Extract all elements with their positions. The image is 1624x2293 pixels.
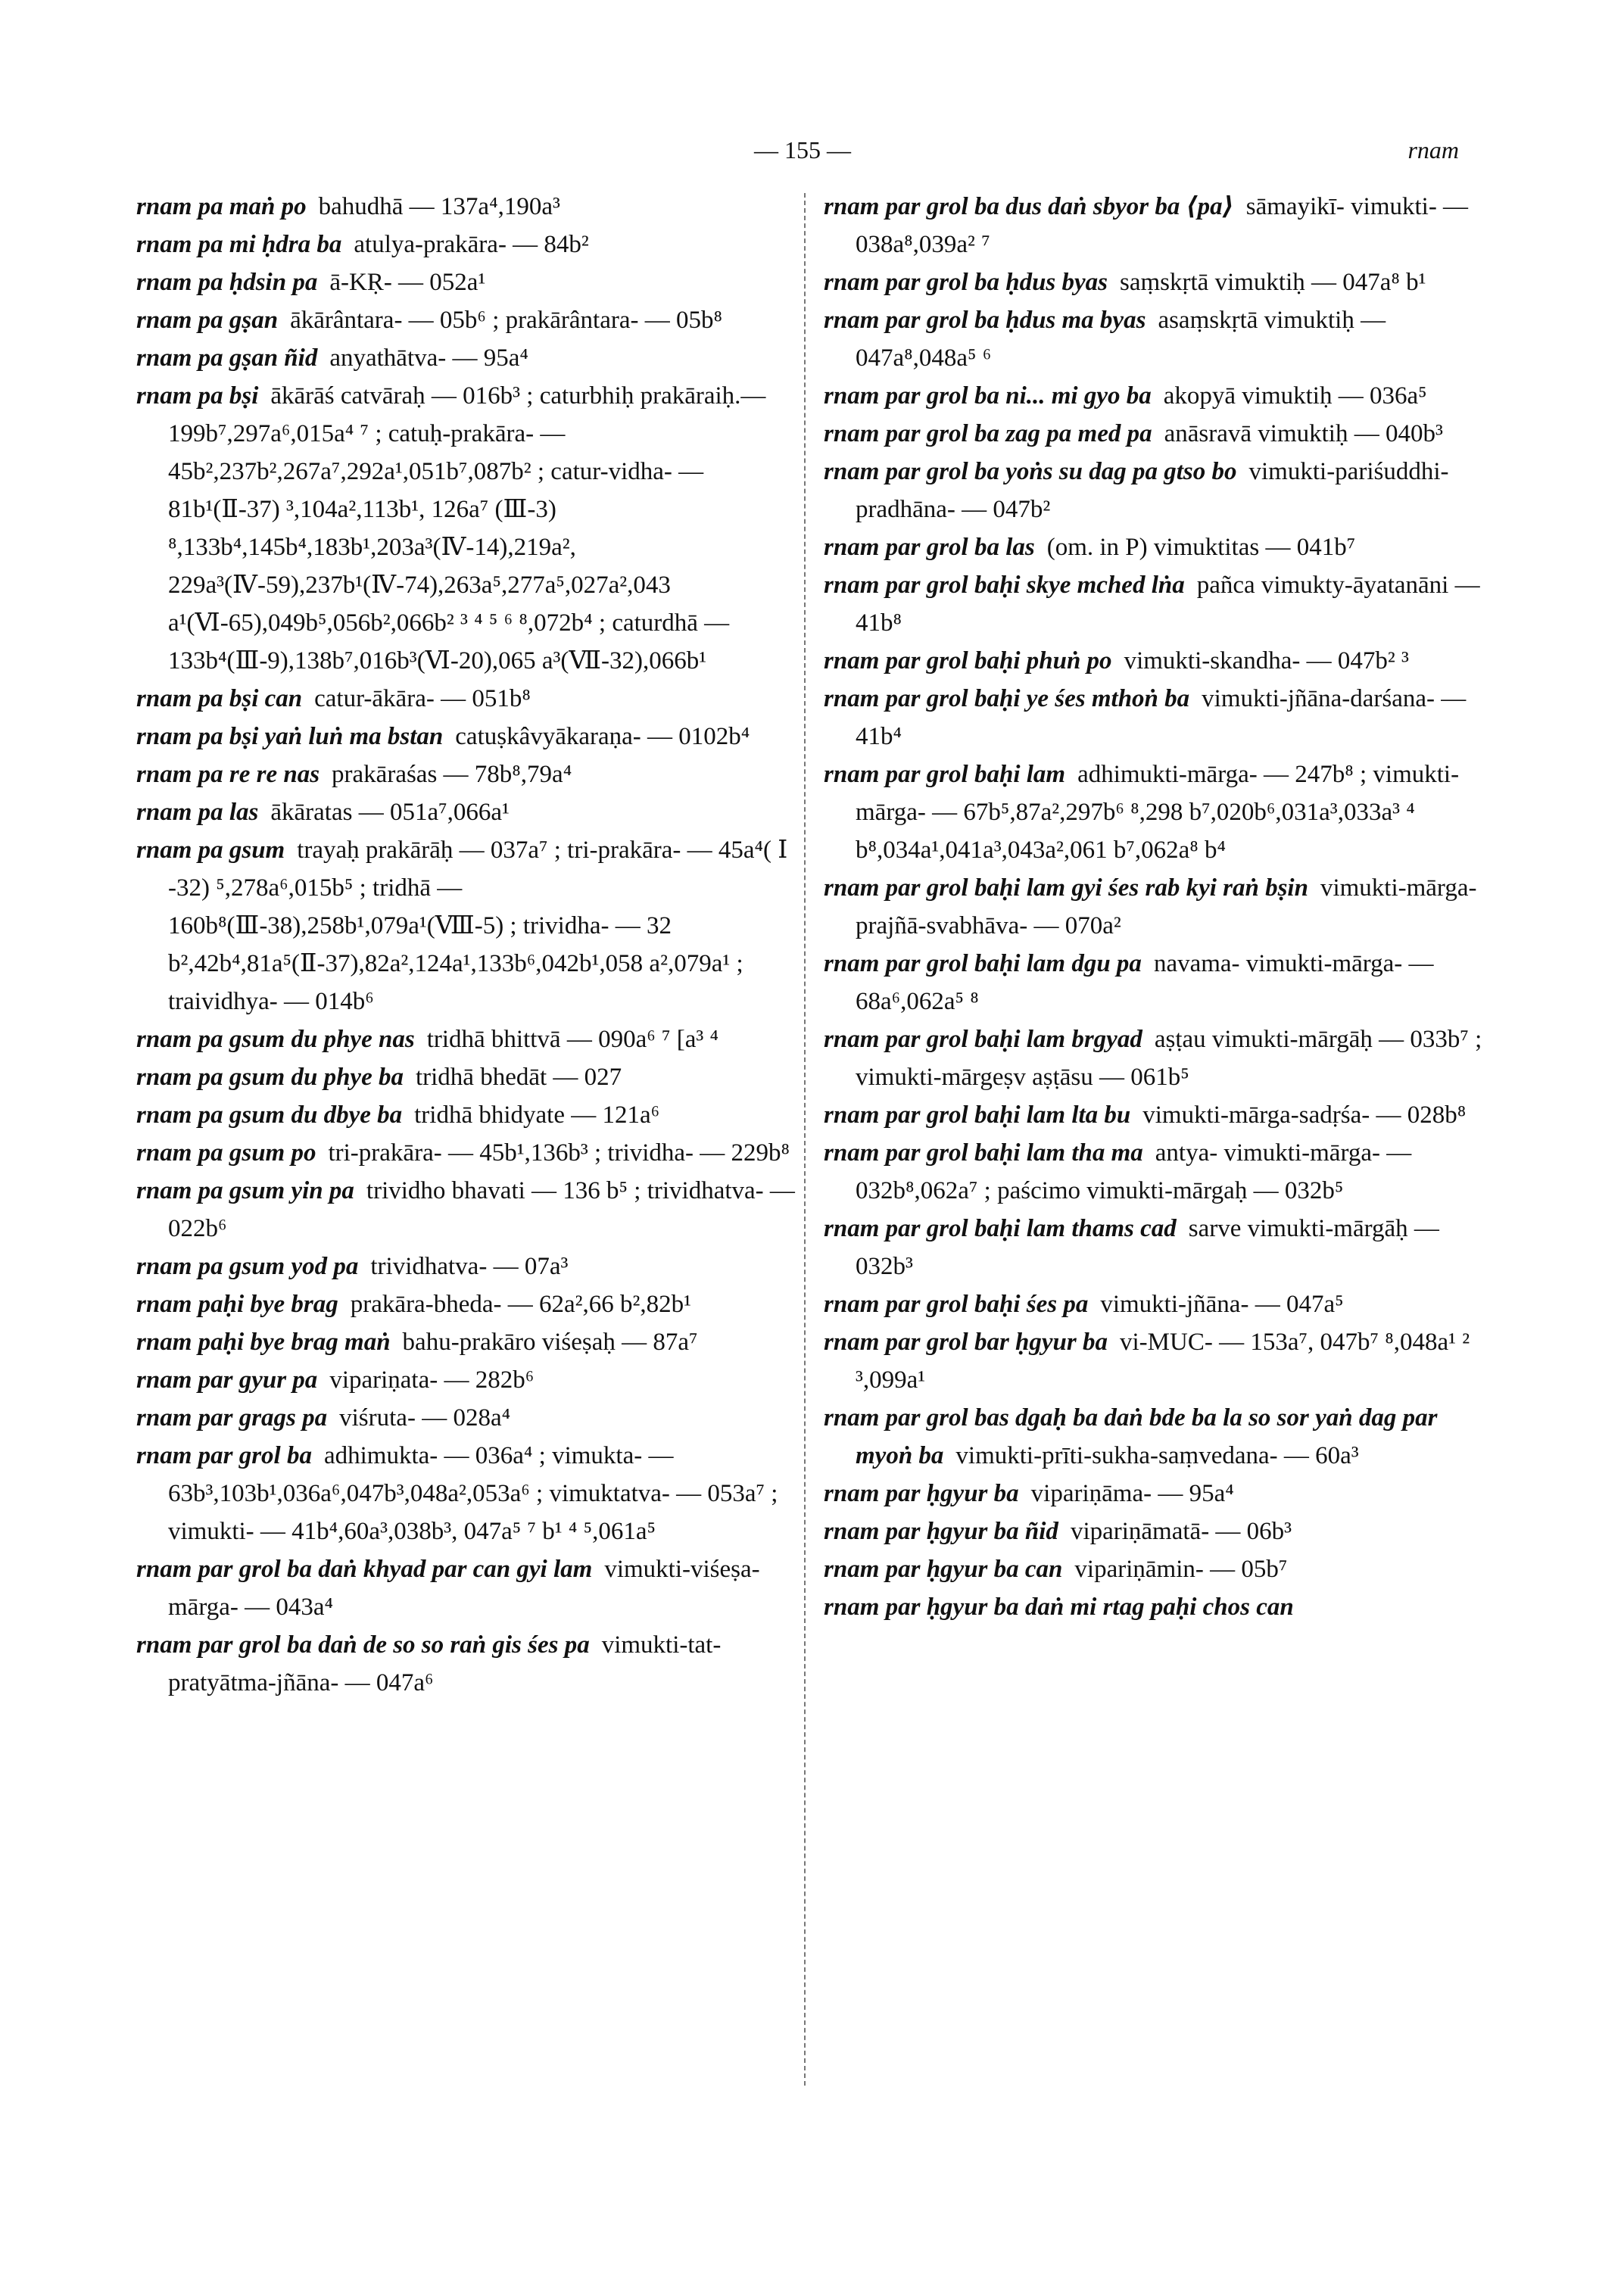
dictionary-entry [136,263,803,301]
entry-definition: anāsravā vimuktiḥ — 040b³ [1164,420,1443,447]
entry-definition: aṣṭau vimukti-mārgāḥ — 033b⁷ ; vimukti-mārgeṣv aṣṭāsu — 061b⁵ [856,1026,1482,1091]
entry-headword: rnam par grol bar ḥgyur ba [824,1329,1108,1356]
entry-definition: saṃskṛtā vimuktiḥ — 047a⁸ b¹ [1120,269,1426,296]
dictionary-entry [824,642,1490,680]
entry-definition: tridhā bhidyate — 121a⁶ [414,1101,660,1129]
entry-definition: vipariṇata- — 282b⁶ [329,1366,535,1394]
entry-headword: rnam par grags pa [136,1404,328,1432]
dictionary-entry [824,756,1490,869]
entry-headword: rnam pa re re nas [136,761,320,788]
entry-headword: rnam par ḥgyur ba [824,1480,1019,1507]
entry-headword: rnam pa gsum yod pa [136,1253,359,1280]
dictionary-entry [136,680,803,718]
entry-headword: rnam par ḥgyur ba daṅ mi rtag paḥi chos can [824,1594,1294,1621]
dictionary-entry [824,1399,1490,1475]
dictionary-entry [824,528,1490,566]
entry-definition: bahudhā — 137a⁴,190a³ [318,193,560,220]
entry-headword: rnam par grol baḥi śes pa [824,1291,1089,1318]
entry-definition: adhimukta- — 036a⁴ ; vimukta- — 63b³,103b¹,036a⁶,047b³,048a²,053a⁶ ; vimuktatva- — 053a⁷ ; vimukti- — 41b⁴,60a³,038b³, 047a⁵ ⁷ b¹ ⁴ ⁵,061a⁵ [168,1442,778,1545]
dictionary-entry [136,226,803,263]
entry-definition: catur-ākāra- — 051b⁸ [314,685,531,712]
dictionary-entry [824,566,1490,642]
dictionary-entry [824,680,1490,756]
entry-definition: atulya-prakāra- — 84b² [354,231,589,258]
entry-headword: rnam par grol ba las [824,534,1035,561]
entry-headword: rnam par grol ba zag pa med pa [824,420,1152,447]
dictionary-entry [136,188,803,226]
entry-definition: vipariṇāma- — 95a⁴ [1030,1480,1234,1507]
entry-headword: rnam pa bṣi yaṅ luṅ ma bstan [136,723,444,750]
entry-headword: rnam pa maṅ po [136,193,307,220]
entry-definition: ākārântara- — 05b⁶ ; prakārântara- — 05b⁸ [290,307,722,334]
dictionary-entry [136,1248,803,1285]
entry-definition: vimukti-jñāna-darśana- — 41b⁴ [856,685,1467,750]
dictionary-entry [136,301,803,339]
dictionary-entry [824,301,1490,377]
dictionary-entry [824,1134,1490,1210]
entry-definition: tridhā bhittvā — 090a⁶ ⁷ [a³ ⁴ [426,1026,719,1053]
entry-definition: prakāraśas — 78b⁸,79a⁴ [332,761,572,788]
entry-definition: sarve vimukti-mārgāḥ — 032b³ [856,1215,1439,1280]
dictionary-entry [824,1285,1490,1323]
entry-definition: catuṣkâvyākaraṇa- — 0102b⁴ [455,723,750,750]
entry-headword: rnam par ḥgyur ba can [824,1556,1063,1583]
dictionary-entry [824,1323,1490,1399]
dictionary-entry [136,1550,803,1626]
page-header [0,136,1624,182]
dictionary-entry [824,1475,1490,1513]
entry-headword: rnam pa bṣi [136,382,259,410]
entry-definition: ākāratas — 051a⁷,066a¹ [270,799,510,826]
dictionary-entry [824,1588,1490,1626]
entry-headword: rnam pa gṣan [136,307,279,334]
dictionary-entry [136,1285,803,1323]
dictionary-entry [136,339,803,377]
entry-headword: rnam pa gṣan ñid [136,344,318,372]
dictionary-entry [136,1172,803,1248]
dictionary-entry [136,1058,803,1096]
entry-headword: rnam pa gsum [136,837,285,864]
entry-definition: vimukti-jñāna- — 047a⁵ [1100,1291,1344,1318]
entry-definition: adhimukti-mārga- — 247b⁸ ; vimukti-mārga- — 67b⁵,87a²,297b⁶ ⁸,298 b⁷,020b⁶,031a³,033a³ ⁴ b⁸,034a¹,041a³,043a²,061 b⁷,062a⁸ b⁴ [856,761,1460,864]
entry-definition: antya- vimukti-mārga- — 032b⁸,062a⁷ ; paścimo vimukti-mārgaḥ — 032b⁵ [856,1139,1412,1204]
entry-definition: vipariṇāmin- — 05b⁷ [1074,1556,1288,1583]
dictionary-entry [136,831,803,1020]
entry-definition: vimukti-tat-pratyātma-jñāna- — 047a⁶ [168,1631,722,1696]
page-number: — 155 — [754,136,851,164]
dictionary-entry [824,188,1490,263]
dictionary-entry [136,1096,803,1134]
entry-definition: trividho bhavati — 136 b⁵ ; trividhatva- — 022b⁶ [168,1177,795,1242]
entry-headword: rnam pa bṣi can [136,685,303,712]
entry-headword: rnam par gyur pa [136,1366,318,1394]
entry-headword: rnam pa mi ḥdra ba [136,231,342,258]
entry-definition: navama- vimukti-mārga- — 68a⁶,062a⁵ ⁸ [856,950,1434,1015]
entry-definition: (om. in P) vimuktitas — 041b⁷ [1046,534,1356,561]
entry-definition: anyathātva- — 95a⁴ [329,344,528,372]
entry-definition: vimukti-viśeṣa-mārga- — 043a⁴ [168,1556,760,1621]
entry-headword: rnam pa las [136,799,259,826]
entry-headword: rnam par grol baḥi lam lta bu [824,1101,1131,1129]
entry-definition: viśruta- — 028a⁴ [339,1404,511,1432]
entry-headword: rnam par grol ba ḥdus byas [824,269,1108,296]
entry-definition: pañca vimukty-āyatanāni — 41b⁸ [856,572,1480,637]
entry-definition: vimukti-prīti-sukha-saṃvedana- — 60a³ [955,1442,1359,1469]
dictionary-entry [136,1399,803,1437]
entry-headword: rnam pa gsum du phye nas [136,1026,415,1053]
entry-definition: tri-prakāra- — 45b¹,136b³ ; trividha- — 229b⁸ [328,1139,790,1167]
entry-definition: vimukti-skandha- — 047b² ³ [1124,647,1409,675]
entry-definition: akopyā vimuktiḥ — 036a⁵ [1163,382,1427,410]
entry-headword: rnam pa ḥdsin pa [136,269,318,296]
entry-headword: rnam par ḥgyur ba ñid [824,1518,1058,1545]
dictionary-entry [136,1020,803,1058]
dictionary-entry [824,453,1490,528]
entry-definition: trayaḥ prakārāḥ — 037a⁷ ; tri-prakāra- — 45a⁴( Ⅰ -32) ⁵,278a⁶,015b⁵ ; tridhā — 160b⁸(Ⅲ-38),258b¹,079a¹(Ⅷ-5) ; trividha- — 32 b²,42b⁴,81a⁵(Ⅱ-37),82a²,124a¹,133b⁶,042b¹,058 a²,079a¹ ; traividhya- — 014b⁶ [168,837,788,1015]
entry-definition: vi-MUC- — 153a⁷, 047b⁷ ⁸,048a¹ ² ³,099a¹ [856,1329,1470,1394]
entry-definition: sāmayikī- vimukti- — 038a⁸,039a² ⁷ [856,193,1469,258]
right-column [824,188,1490,1626]
entry-headword: rnam par grol baḥi lam [824,761,1066,788]
entry-headword: rnam par grol ba daṅ khyad par can gyi lam [136,1556,593,1583]
dictionary-entry [824,1096,1490,1134]
dictionary-entry [136,1134,803,1172]
entry-headword: rnam par grol ba daṅ de so so raṅ gis śes pa [136,1631,590,1659]
entry-headword: rnam par grol ba ni... mi gyo ba [824,382,1152,410]
dictionary-entry [824,1513,1490,1550]
dictionary-entry [136,1437,803,1550]
entry-headword: rnam par grol ba [136,1442,312,1469]
entry-headword: rnam par grol baḥi ye śes mthoṅ ba [824,685,1190,712]
entry-headword: rnam par grol ba ḥdus ma byas [824,307,1146,334]
dictionary-entry [824,377,1490,415]
entry-definition: ākārāś catvāraḥ — 016b³ ; caturbhiḥ prakāraiḥ.— 199b⁷,297a⁶,015a⁴ ⁷ ; catuḥ-prakāra- — 45b²,237b²,267a⁷,292a¹,051b⁷,087b² ; catur-vidha- — 81b¹(Ⅱ-37) ³,104a²,113b¹, 126a⁷ (Ⅲ-3) ⁸,133b⁴,145b⁴,183b¹,203a³(Ⅳ-14),219a², 229a³(Ⅳ-59),237b¹(Ⅳ-74),263a⁵,277a⁵,027a²,043 a¹(Ⅵ-65),049b⁵,056b²,066b² ³ ⁴ ⁵ ⁶ ⁸,072b⁴ ; caturdhā — 133b⁴(Ⅲ-9),138b⁷,016b³(Ⅵ-20),065 a³(Ⅶ-32),066b¹ [168,382,766,675]
dictionary-entry [824,263,1490,301]
entry-definition: bahu-prakāro viśeṣaḥ — 87a⁷ [402,1329,698,1356]
entry-definition: prakāra-bheda- — 62a²,66 b²,82b¹ [350,1291,692,1318]
entry-headword: rnam par grol ba yoṅs su dag pa gtso bo [824,458,1237,485]
entry-headword: rnam pa gsum yin pa [136,1177,354,1204]
column-divider [804,193,806,2086]
entry-definition: ā-KṚ- — 052a¹ [329,269,486,296]
entry-headword: rnam pa gsum po [136,1139,316,1167]
entry-headword: rnam par grol baḥi lam brgyad [824,1026,1142,1053]
entry-headword: rnam par grol baḥi lam thams cad [824,1215,1177,1242]
entry-definition: vimukti-pariśuddhi-pradhāna- — 047b² [856,458,1449,523]
dictionary-entry [136,1626,803,1702]
entry-headword: rnam par grol ba dus daṅ sbyor ba ⟨pa⟩ [824,193,1234,220]
dictionary-entry [824,1020,1490,1096]
dictionary-entry [824,1210,1490,1285]
dictionary-entry [136,1323,803,1361]
dictionary-entry [136,377,803,680]
entry-headword: rnam pa gsum du dbye ba [136,1101,403,1129]
entry-definition: asaṃskṛtā vimuktiḥ — 047a⁸,048a⁵ ⁶ [856,307,1386,372]
dictionary-entry [824,869,1490,945]
entry-headword: rnam par grol baḥi lam gyi śes rab kyi raṅ bṣin [824,874,1308,902]
running-head: rnam [1407,136,1459,164]
entry-definition: vimukti-mārga-prajñā-svabhāva- — 070a² [856,874,1477,939]
entry-headword: rnam par grol bas dgaḥ ba daṅ bde ba la so sor yaṅ dag par myoṅ ba [824,1404,1438,1469]
dictionary-entry [136,756,803,793]
dictionary-entry [136,718,803,756]
dictionary-entry [824,415,1490,453]
entry-definition: tridhā bhedāt — 027 [415,1064,622,1091]
entry-headword: rnam paḥi bye brag maṅ [136,1329,391,1356]
entry-headword: rnam paḥi bye brag [136,1291,338,1318]
entry-headword: rnam par grol baḥi lam dgu pa [824,950,1142,977]
entry-headword: rnam par grol baḥi skye mched lṅa [824,572,1185,599]
entry-definition: vipariṇāmatā- — 06b³ [1070,1518,1292,1545]
entry-headword: rnam pa gsum du phye ba [136,1064,404,1091]
entry-headword: rnam par grol baḥi lam tha ma [824,1139,1143,1167]
dictionary-entry [136,793,803,831]
entry-headword: rnam par grol baḥi phuṅ po [824,647,1112,675]
entry-definition: trividhatva- — 07a³ [370,1253,569,1280]
dictionary-entry [136,1361,803,1399]
dictionary-entry [824,945,1490,1020]
left-column [136,188,803,1702]
dictionary-entry [824,1550,1490,1588]
entry-definition: vimukti-mārga-sadṛśa- — 028b⁸ [1142,1101,1467,1129]
